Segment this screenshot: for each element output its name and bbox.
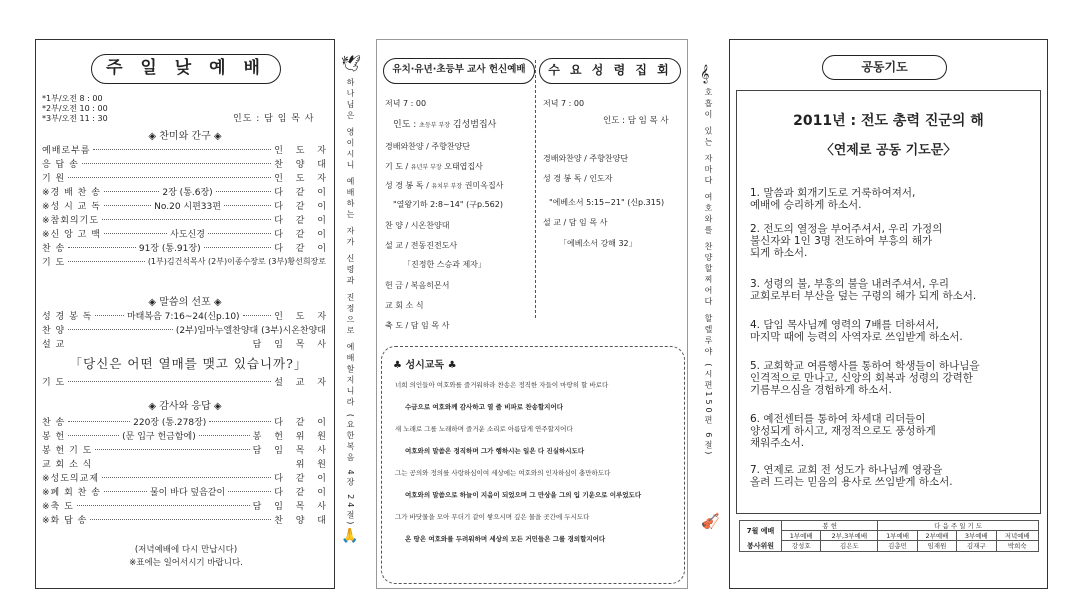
- violin-icon: 🎻: [701, 512, 720, 530]
- order-row: 설 교 담 임 목 사: [42, 339, 331, 350]
- servers-header: 2부,3부예배: [821, 531, 878, 541]
- teachers-row: 교 회 소 식: [385, 301, 424, 310]
- wednesday-title: 수 요 성 령 집 회: [539, 58, 681, 84]
- reading-line: 그가 바닷물을 모아 무더기 같이 쌓으시며 깊은 물을 곳간에 두시도다: [395, 513, 590, 521]
- servers-group-prayer: 다 음 주 일 기 도: [878, 521, 1039, 531]
- footer-evening: (저녁예배에 다시 만납시다): [134, 545, 238, 555]
- wednesday-row: 「에베소서 강해 32」: [559, 239, 637, 248]
- wednesday-row: "에베소서 5:15~21" (신p.315): [549, 198, 665, 207]
- footer-stand: ※표에는 일어서시기 바랍니다.: [129, 558, 243, 568]
- order-row: ※축 도 담 임 목 사: [42, 501, 331, 512]
- servers-name: 김은도: [821, 541, 878, 552]
- order-row: ※성도의교제 다 같 이: [42, 473, 331, 484]
- order-row: 교 회 소 식 위 원: [42, 459, 331, 470]
- teachers-row: 성 경 봉 독 / 유치부 부장 권미옥집사: [385, 181, 504, 190]
- teachers-presider: 인도 : 초등부 부장 김성범집사: [393, 120, 497, 130]
- order-list-2: [42, 308, 332, 353]
- prayer-row: 기 도 설 교 자: [42, 377, 331, 388]
- order-row: 응 답 송 찬 양 대: [42, 159, 331, 170]
- wednesday-row: 성 경 봉 독 / 인도자: [543, 174, 613, 183]
- section-heading-3: ◈ 감사와 응답 ◈: [148, 401, 222, 412]
- section-heading-1: ◈ 찬미와 간구 ◈: [148, 131, 222, 142]
- order-row: 찬 송 91장 (통.91장) 다 같 이: [42, 243, 332, 254]
- order-row: ※경 배 찬 송 2장 (통.6장) 다 같 이: [42, 187, 331, 198]
- servers-header: 3부예배: [957, 531, 996, 541]
- servers-header: 저녁예배: [996, 531, 1038, 541]
- order-row: 찬 양 (2부)임마누엘찬양대 (3부)시온찬양대: [42, 325, 326, 336]
- order-row: 봉 헌 기 도 담 임 목 사: [42, 445, 331, 456]
- order-row: ※신 앙 고 백 사도신경 다 같 이: [42, 229, 331, 240]
- reading-line: 여호와의 말씀으로 하늘이 지음이 되었으며 그 만상을 그의 입 기운으로 이루었도다: [405, 491, 642, 499]
- sermon-title: 「당신은 어떤 열매를 맺고 있습니까?」: [69, 356, 308, 371]
- order-list-1: [42, 142, 332, 282]
- teachers-row: 축 도 / 담 임 목 사: [385, 321, 450, 330]
- wednesday-time: 저녁 7 : 00: [543, 99, 585, 108]
- order-row: ※화 답 송 찬 양 대: [42, 515, 331, 526]
- servers-label-bottom: 봉사위원: [740, 541, 782, 552]
- wednesday-row: 설 교 / 담 임 목 사: [543, 218, 608, 227]
- teachers-row: 경배와찬양 / 주향찬양단: [385, 142, 471, 151]
- servers-header: 1부예배: [878, 531, 917, 541]
- wednesday-row: 경배와찬양 / 주향찬양단: [543, 154, 629, 163]
- order-row: 기 원 인 도 자: [42, 173, 331, 184]
- music-note-icon: 𝄞: [700, 64, 710, 83]
- teachers-row: 헌 금 / 복음히몬서: [385, 281, 450, 290]
- reading-line: 수금으로 여호와께 감사하고 열 줄 비파로 찬송할지어다: [405, 403, 563, 411]
- column-divider: [535, 60, 536, 318]
- prayer-title: 공동기도: [822, 55, 947, 80]
- servers-label-top: 7월 예배: [740, 521, 782, 541]
- servers-table: [739, 520, 1039, 552]
- prayer-heading-1: 2011년 : 전도 총력 진군의 해: [793, 113, 984, 129]
- vertical-verse-right: 호흡이 있는 자마다 여호와를 찬양할찌어다 할렐루야 (시편150편 6절): [704, 88, 713, 458]
- servers-name: 김재구: [957, 541, 996, 552]
- worship-title: 주 일 낮 예 배: [91, 54, 281, 84]
- order-row: 예배로부름 인 도 자: [42, 145, 331, 156]
- reading-line: 온 땅은 여호와를 두려워하며 세상의 모든 거민들은 그를 경외할지어다: [405, 535, 606, 543]
- prayer-panel: [729, 39, 1048, 589]
- vertical-verse-left: 하나님은 영이시니 예배하는 자가 신령과 진정으로 예배할지니라 (요한복음 4장 24절): [346, 78, 355, 528]
- middle-panel: [376, 39, 688, 589]
- time-1: *1부/오전 8 : 00: [42, 94, 103, 103]
- presider: 인도 : 담 임 목 사: [233, 114, 315, 124]
- time-2: *2부/오전 10 : 00: [42, 104, 108, 113]
- bird-icon: 🕊: [341, 54, 362, 73]
- order-row: 기 도 (1부)김건석목사 (2부)이종수장로 (3부)황선희장로: [42, 256, 326, 268]
- servers-name: 강성호: [782, 541, 821, 552]
- order-row: ※성 시 교 독 No.20 시편33편 다 같 이: [42, 201, 332, 212]
- order-row: 봉 헌 (문 입구 헌금함에) 봉 헌 위 원: [42, 431, 331, 442]
- servers-header: 2부예배: [917, 531, 956, 541]
- servers-header: 1부예배: [782, 531, 821, 541]
- servers-name: 박희숙: [996, 541, 1038, 552]
- teachers-row: 찬 양 / 시온찬양대: [385, 221, 450, 230]
- order-row: ※참회의기도 다 같 이: [42, 215, 331, 226]
- reading-line: 새 노래로 그를 노래하며 즐거운 소리로 아름답게 연주할지어다: [395, 425, 573, 433]
- reading-line: 너희 의인들아 여호와를 즐거워하라 찬송은 정직한 자들이 마땅히 할 바로다: [395, 381, 609, 389]
- teachers-time: 저녁 7 : 00: [385, 99, 427, 108]
- reading-line: 여호와의 말씀은 정직하며 그가 행하시는 일은 다 진실하시도다: [405, 447, 585, 455]
- time-3: *3부/오전 11 : 30: [42, 114, 108, 123]
- order-row: 성 경 봉 독 마태복음 7:16~24(신p.10) 인 도 자: [42, 311, 332, 322]
- worship-panel: [35, 39, 335, 589]
- teachers-row: 설 교 / 전동진전도사: [385, 241, 458, 250]
- servers-group-offering: 봉 헌: [782, 521, 878, 531]
- teachers-title: 유치·유년·초등부 교사 헌신예배: [383, 58, 535, 84]
- order-row: ※폐 회 찬 송 물이 바다 덮음같이 다 같 이: [42, 487, 331, 498]
- section-heading-2: ◈ 말씀의 선포 ◈: [148, 297, 222, 308]
- prayer-heading-2: 〈연제로 공동 기도문〉: [820, 143, 957, 158]
- reading-line: 그는 공의와 정의를 사랑하심이여 세상에는 여호와의 인자하심이 충만하도다: [395, 469, 611, 477]
- order-list-3: [42, 414, 331, 529]
- teachers-row: "열왕기하 2:8~14" (구p.562): [393, 200, 503, 209]
- responsive-reading-title: ♣ 성시교독 ♣: [393, 360, 457, 371]
- wednesday-presider: 인도 : 담 임 목 사: [603, 116, 669, 126]
- teachers-row: 기 도 / 유년부 부장 오태엽집사: [385, 162, 483, 171]
- hands-icon: 🙏: [341, 528, 359, 544]
- servers-name: 임재원: [917, 541, 956, 552]
- servers-name: 김총민: [878, 541, 917, 552]
- teachers-row: 「진정한 스승과 제자」: [403, 260, 486, 269]
- order-row: 찬 송 220장 (통.278장) 다 같 이: [42, 417, 331, 428]
